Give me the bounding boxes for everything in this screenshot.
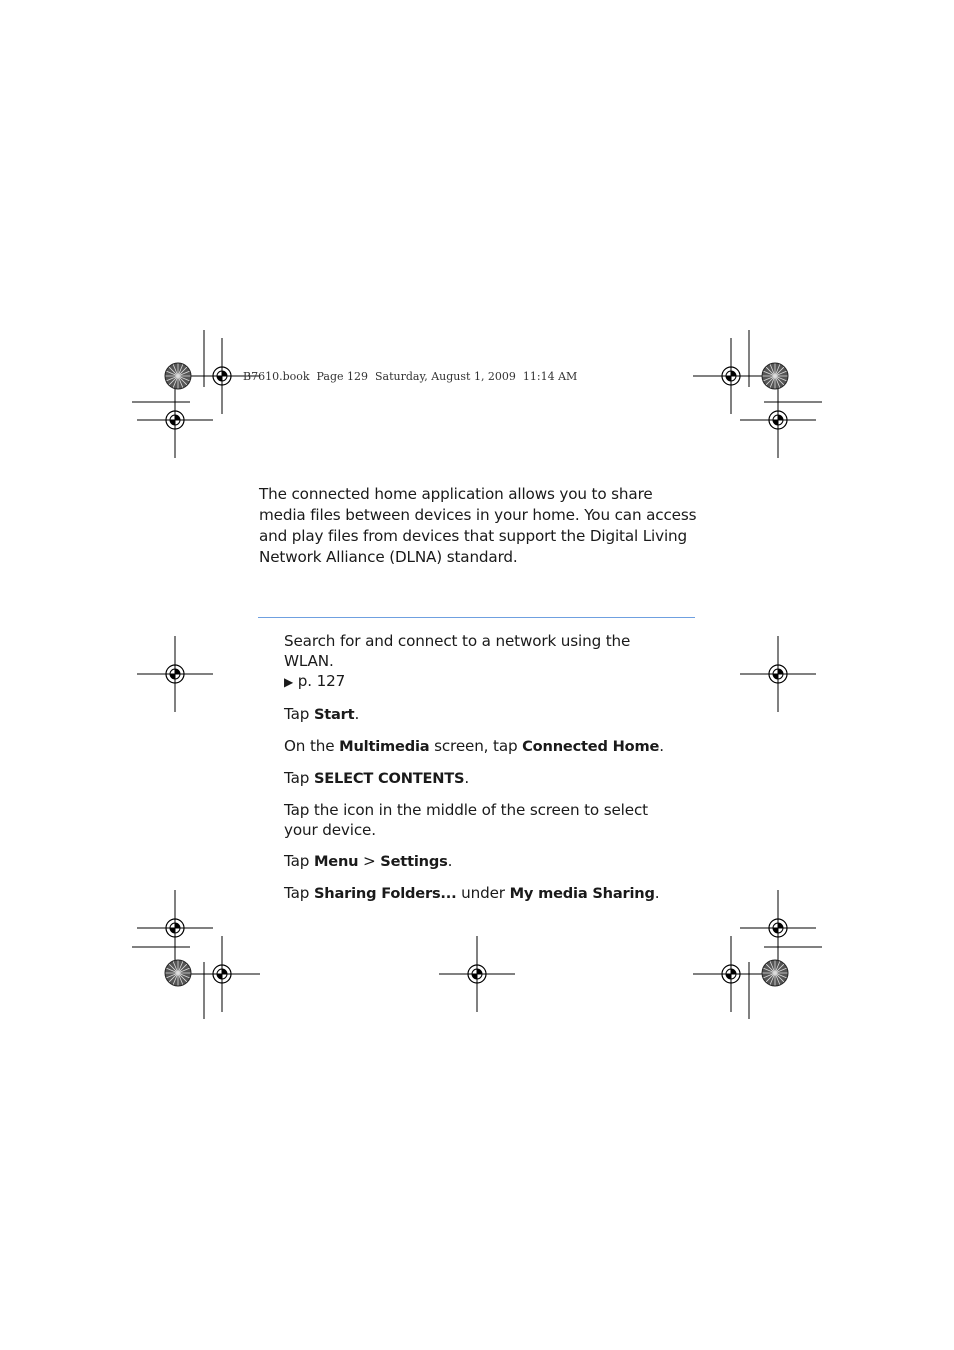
step-text: . <box>654 884 660 902</box>
step-text: > <box>358 852 381 870</box>
starburst-icon <box>165 960 191 986</box>
step-6 <box>284 851 684 872</box>
step-text: . <box>464 769 470 787</box>
target-icon <box>740 890 816 966</box>
step-2 <box>284 704 684 725</box>
target-icon <box>693 338 769 414</box>
starburst-icon <box>762 960 788 986</box>
target-icon <box>740 382 816 458</box>
step-text: screen, tap <box>429 737 523 755</box>
target-icon <box>137 382 213 458</box>
multimedia-label: Multimedia <box>339 738 430 755</box>
step-5-text: Tap the icon in the middle of the screen to select your device. <box>284 801 648 839</box>
page-reference-link[interactable]: p. 127 <box>293 672 346 690</box>
target-icon <box>137 890 213 966</box>
step-text: . <box>659 737 664 755</box>
step-text: Tap <box>284 769 314 787</box>
target-icon <box>137 636 213 712</box>
starburst-icon <box>165 363 191 389</box>
step-3 <box>284 736 684 757</box>
arrow-right-icon: ▶ <box>284 675 294 689</box>
step-text: . <box>354 705 360 723</box>
my-media-sharing-label: My media Sharing <box>509 885 655 902</box>
start-label: Start <box>313 706 355 723</box>
settings-label: Settings <box>380 853 448 870</box>
step-text: Tap <box>284 705 314 723</box>
target-icon <box>184 936 260 1012</box>
step-1 <box>284 631 684 692</box>
step-text: under <box>456 884 510 902</box>
step-text: . <box>447 852 453 870</box>
section-divider <box>258 617 695 618</box>
menu-label: Menu <box>313 853 359 870</box>
step-4 <box>284 768 684 789</box>
target-icon <box>693 936 769 1012</box>
step-7 <box>284 883 684 904</box>
target-icon <box>439 936 515 1012</box>
step-5 <box>284 800 684 840</box>
starburst-icon <box>762 363 788 389</box>
sharing-folders-label: Sharing Folders... <box>313 885 457 902</box>
print-header: B7610.book Page 129 Saturday, August 1, 2009 11:14 AM <box>243 370 578 383</box>
connected-home-label: Connected Home <box>522 738 660 755</box>
steps-list <box>284 631 684 915</box>
step-text: Tap <box>284 852 314 870</box>
step-text: Tap <box>284 884 314 902</box>
target-icon <box>740 636 816 712</box>
select-contents-label: SELECT CONTENTS <box>313 770 465 787</box>
intro-paragraph: The connected home application allows you to share media files between devices in your home. You can access and play files from devices that support the Digital Living Network Alliance (DLNA) standard. <box>259 485 697 566</box>
step-1-text: Search for and connect to a network using the WLAN. <box>284 632 631 670</box>
step-text: On the <box>284 737 340 755</box>
